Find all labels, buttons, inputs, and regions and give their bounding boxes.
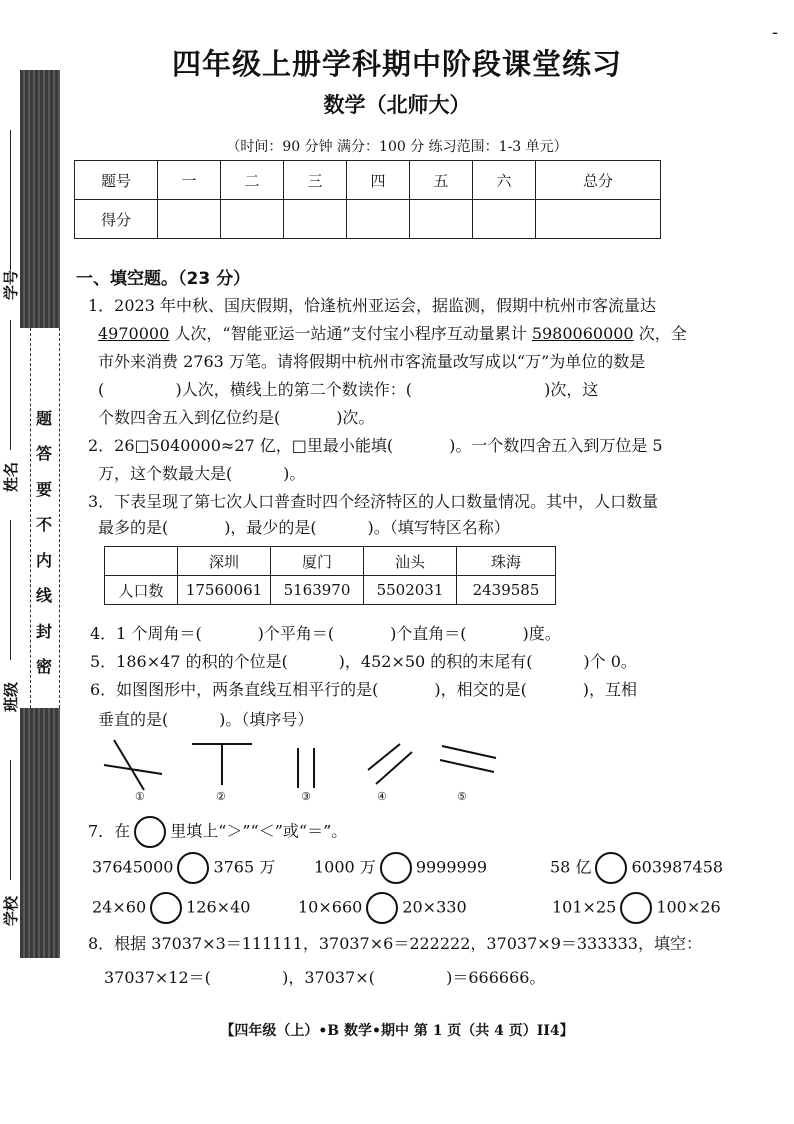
- name-line[interactable]: [10, 320, 11, 450]
- table-row: [105, 547, 556, 576]
- exam-info: （时间：90 分钟 满分：100 分 练习范围：1-3 单元）: [226, 139, 568, 155]
- compare-circle[interactable]: [150, 892, 182, 924]
- line-figures: [100, 730, 500, 800]
- table-row: [105, 576, 556, 605]
- figure5-line-b: [440, 760, 494, 772]
- figure-label: ②: [216, 790, 226, 803]
- q8-line: 8．根据 37037×3＝111111，37037×6＝222222，37037×9＝333333，填空：: [88, 934, 702, 953]
- score-input-cell[interactable]: [347, 200, 410, 239]
- table-cell: 深圳: [178, 547, 271, 576]
- compare-item: [552, 892, 721, 924]
- compare-circle[interactable]: [177, 852, 209, 884]
- q1-line: [98, 324, 687, 344]
- table-cell: 汕头: [364, 547, 457, 576]
- q5-line[interactable]: 5．186×47 的积的个位是( )，452×50 的积的末尾有( )个 0。: [90, 652, 637, 671]
- seal-char: 封: [35, 622, 52, 641]
- compare-item: [92, 852, 275, 884]
- score-input-cell[interactable]: [221, 200, 284, 239]
- school-line[interactable]: [10, 760, 11, 880]
- table-cell: [105, 547, 178, 576]
- table-cell: 五: [410, 161, 473, 200]
- table-cell: 17560061: [178, 576, 271, 605]
- school-label: 学校: [2, 895, 20, 926]
- compare-left: 10×660: [298, 897, 363, 917]
- figure-label: ①: [135, 790, 145, 803]
- table-cell: 总分: [536, 161, 661, 200]
- figure4-line-b: [376, 752, 412, 784]
- compare-right: 126×40: [186, 897, 251, 917]
- table-cell: 题号: [75, 161, 158, 200]
- seal-char: 要: [35, 480, 52, 499]
- compare-left: 101×25: [552, 897, 617, 917]
- compare-left: 37645000: [92, 857, 174, 877]
- q3-line[interactable]: 最多的是( )，最少的是( )。（填写特区名称）: [98, 518, 510, 537]
- q7-line: [88, 816, 347, 848]
- q1-line[interactable]: ( )人次，横线上的第二个数读作：( )次，这: [98, 380, 599, 399]
- compare-item: [314, 852, 487, 884]
- compare-left: 24×60: [92, 897, 147, 917]
- seal-char: 不: [35, 515, 52, 534]
- table-cell: 三: [284, 161, 347, 200]
- score-input-cell[interactable]: [473, 200, 536, 239]
- page-subtitle: 数学（北师大）: [323, 93, 471, 117]
- table-cell: 人口数: [105, 576, 178, 605]
- q8-line[interactable]: 37037×12＝( )，37037×( )＝666666。: [104, 968, 546, 987]
- q7-text: 里填上“＞”“＜”或“＝”。: [170, 821, 348, 841]
- q2-line[interactable]: 2．26□5040000≈27 亿，□里最小能填( )。一个数四舍五入到万位是 5: [88, 436, 663, 455]
- population-table: [104, 546, 556, 605]
- table-cell: 2439585: [457, 576, 556, 605]
- compare-item: [550, 852, 723, 884]
- compare-circle[interactable]: [595, 852, 627, 884]
- page-footer: 【四年级（上）•B 数学•期中 第 1 页（共 4 页）II4】: [220, 1023, 574, 1039]
- corner-mark: -: [772, 22, 779, 43]
- q3-line: 3．下表呈现了第七次人口普查时四个经济特区的人口数量情况。其中，人口数量: [88, 492, 659, 511]
- q1-line: 1．2023 年中秋、国庆假期，恰逢杭州亚运会，据监测，假期中杭州市客流量达: [88, 296, 656, 315]
- seal-char: 答: [35, 444, 52, 463]
- compare-circle[interactable]: [380, 852, 412, 884]
- name-label: 姓名: [2, 461, 20, 492]
- compare-right: 603987458: [631, 857, 724, 877]
- q6-line[interactable]: 6．如图图形中，两条直线互相平行的是( )，相交的是( )，互相: [90, 680, 638, 699]
- q1-line: 市外来消费 2763 万笔。请将假期中杭州市客流量改写成以“万”为单位的数是: [98, 352, 646, 371]
- compare-right: 100×26: [656, 897, 721, 917]
- q1-passengers: 4970000: [98, 324, 170, 343]
- score-input-cell[interactable]: [536, 200, 661, 239]
- score-input-cell[interactable]: [410, 200, 473, 239]
- q2-line[interactable]: 万，这个数最大是( )。: [98, 464, 306, 483]
- binding-strip-bottom: [20, 708, 60, 958]
- compare-circle[interactable]: [366, 892, 398, 924]
- figure-label: ③: [301, 790, 311, 803]
- score-input-cell[interactable]: [284, 200, 347, 239]
- compare-right: 3765 万: [213, 857, 276, 877]
- table-cell: 二: [221, 161, 284, 200]
- score-input-cell[interactable]: [158, 200, 221, 239]
- table-cell: 5163970: [271, 576, 364, 605]
- q4-line[interactable]: 4．1 个周角＝( )个平角＝( )个直角＝( )度。: [90, 624, 561, 643]
- table-cell: 一: [158, 161, 221, 200]
- seal-char: 密: [35, 657, 52, 676]
- q1-line[interactable]: 个数四舍五入到亿位约是( )次。: [98, 408, 375, 427]
- table-cell: 厦门: [271, 547, 364, 576]
- compare-right: 20×330: [402, 897, 467, 917]
- page-title: 四年级上册学科期中阶段课堂练习: [171, 47, 622, 81]
- seal-char: 内: [35, 551, 52, 570]
- table-cell: 5502031: [364, 576, 457, 605]
- compare-right: 9999999: [415, 857, 488, 877]
- figure-label: ④: [377, 790, 387, 803]
- figure5-line-a: [442, 746, 496, 758]
- table-cell: 四: [347, 161, 410, 200]
- q7-text: 7．在: [88, 821, 131, 841]
- q1-text: 人次，“智能亚运一站通”支付宝小程序互动量累计: [169, 324, 532, 343]
- student-id-label: 学号: [2, 269, 20, 300]
- table-cell: 得分: [75, 200, 158, 239]
- q1-text: 次，全: [633, 324, 687, 343]
- class-label: 班级: [2, 681, 20, 712]
- class-line[interactable]: [10, 520, 11, 660]
- figure-label: ⑤: [457, 790, 467, 803]
- q6-line[interactable]: 垂直的是( )。（填序号）: [98, 710, 314, 729]
- q1-interactions: 5980060000: [531, 324, 634, 343]
- compare-circle[interactable]: [620, 892, 652, 924]
- compare-left: 58 亿: [550, 857, 592, 877]
- seal-char: 线: [35, 586, 52, 605]
- compare-left: 1000 万: [314, 857, 376, 877]
- figure1-line-a: [114, 740, 144, 790]
- score-table: [74, 160, 661, 239]
- table-row: [75, 200, 661, 239]
- table-row: [75, 161, 661, 200]
- compare-circle-icon: [134, 816, 166, 848]
- table-cell: 六: [473, 161, 536, 200]
- table-cell: 珠海: [457, 547, 556, 576]
- section-title: 一、填空题。（23 分）: [76, 269, 251, 289]
- compare-item: [298, 892, 467, 924]
- seal-char: 题: [35, 409, 52, 428]
- compare-item: [92, 892, 250, 924]
